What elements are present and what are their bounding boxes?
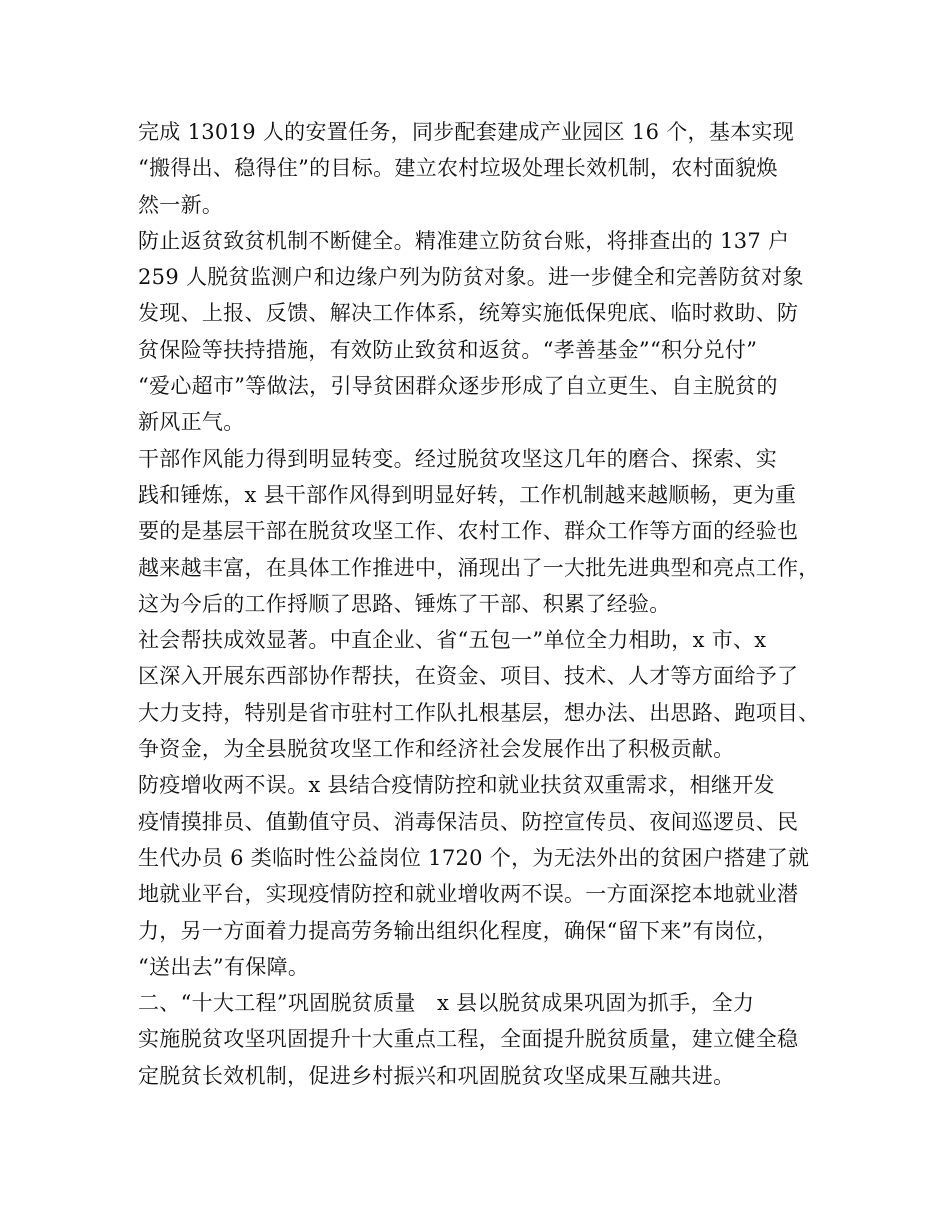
text-line: 地就业平台，实现疫情防控和就业增收两不误。一方面深挖本地就业潜 xyxy=(138,882,799,907)
text-line: 社会帮扶成效显著。中直企业、省“五包一”单位全力相助，x 市、x xyxy=(138,628,767,653)
text-line: 防止返贫致贫机制不断健全。精准建立防贫台账，将排查出的 137 户 xyxy=(138,228,790,253)
text-line: 越来越丰富，在具体工作推进中，涌现出了一大批先进典型和亮点工作， xyxy=(138,555,820,580)
text-line: 这为今后的工作捋顺了思路、锤炼了干部、积累了经验。 xyxy=(138,591,671,616)
text-line: 力，另一方面着力提高劳务输出组织化程度，确保“留下来”有岗位， xyxy=(138,918,778,943)
text-line: “送出去”有保障。 xyxy=(138,954,310,979)
text-line: “爱心超市”等做法，引导贫困群众逐步形成了自立更生、自主脱贫的 xyxy=(138,374,778,399)
text-line: 要的是基层干部在脱贫攻坚工作、农村工作、群众工作等方面的经验也 xyxy=(138,519,799,544)
text-line: 防疫增收两不误。x 县结合疫情防控和就业扶贫双重需求，相继开发 xyxy=(138,773,775,798)
document-body xyxy=(138,114,828,1094)
text-line: 区深入开展东西部协作帮扶，在资金、项目、技术、人才等方面给予了 xyxy=(138,664,799,689)
text-line: 完成 13019 人的安置任务，同步配套建成产业园区 16 个，基本实现 xyxy=(138,120,795,144)
text-line: 践和锤炼，x 县干部作风得到明显好转，工作机制越来越顺畅，更为重 xyxy=(138,482,797,507)
text-line: 259 人脱贫监测户和边缘户列为防贫对象。进一步健全和完善防贫对象 xyxy=(138,265,804,290)
text-line: 然一新。 xyxy=(138,192,224,217)
text-line: 疫情摸排员、值勤值守员、消毒保洁员、防控宣传员、夜间巡逻员、民 xyxy=(138,809,799,834)
text-line: “搬得出、稳得住”的目标。建立农村垃圾处理长效机制，农村面貌焕 xyxy=(138,156,778,181)
text-line: 生代办员 6 类临时性公益岗位 1720 个，为无法外出的贫困户搭建了就 xyxy=(138,845,810,870)
text-line: 定脱贫长效机制，促进乡村振兴和巩固脱贫攻坚成果互融共进。 xyxy=(138,1063,735,1088)
text-line: 大力支持，特别是省市驻村工作队扎根基层，想办法、出思路、跑项目、 xyxy=(138,700,820,725)
text-line: 新风正气。 xyxy=(138,410,245,435)
text-line: 发现、上报、反馈、解决工作体系，统筹实施低保兜底、临时救助、防 xyxy=(138,301,799,326)
text-line: 贫保险等扶持措施，有效防止致贫和返贫。“孝善基金”“积分兑付” xyxy=(138,337,758,362)
text-line: 二、“十大工程”巩固脱贫质量 x 县以脱贫成果巩固为抓手，全力 xyxy=(138,991,755,1016)
text-line: 干部作风能力得到明显转变。经过脱贫攻坚这几年的磨合、探索、实 xyxy=(138,446,777,471)
text-line: 实施脱贫攻坚巩固提升十大重点工程，全面提升脱贫质量，建立健全稳 xyxy=(138,1027,799,1052)
text-line: 争资金，为全县脱贫攻坚工作和经济社会发展作出了积极贡献。 xyxy=(138,737,735,762)
